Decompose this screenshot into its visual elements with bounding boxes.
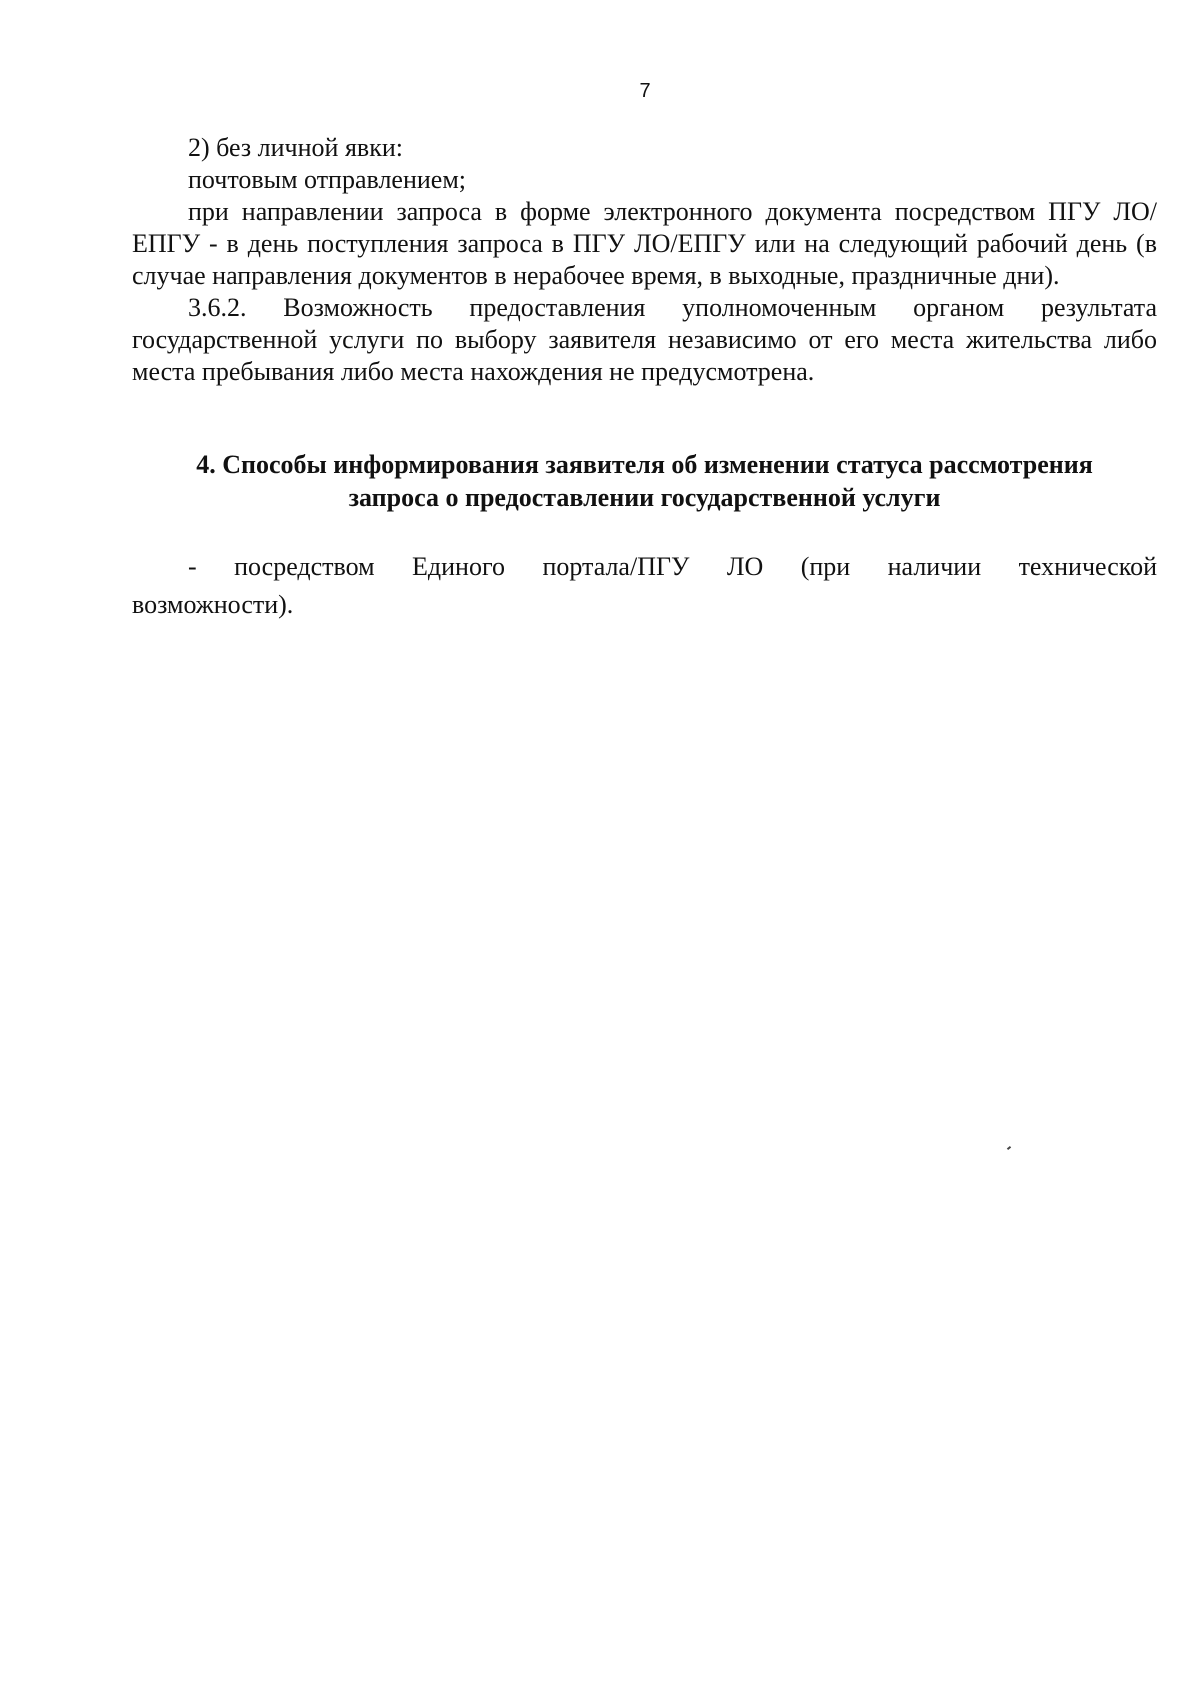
section-4-body bbox=[132, 548, 1157, 624]
section-4-heading-line-1: 4. Способы информирования заявителя об изменении статуса рассмотрения bbox=[196, 450, 1093, 479]
section-4-item: - посредством Единого портала/ПГУ ЛО (при наличии технической возможности). bbox=[132, 552, 1157, 619]
page-number: 7 bbox=[639, 80, 651, 102]
paragraph-postal-delivery: почтовым отправлением; bbox=[188, 165, 467, 194]
document-body bbox=[132, 132, 1157, 388]
paragraph-electronic-request: при направлении запроса в форме электронного документа посредством ПГУ ЛО/ЕПГУ - в день поступления запроса в ПГУ ЛО/ЕПГУ или на следующий рабочий день (в случае направления документов в нерабочее время, в выходные, праздничные дни). bbox=[132, 197, 1157, 290]
scan-artifact bbox=[1007, 1146, 1011, 1150]
section-4-heading bbox=[132, 448, 1157, 514]
section-4-heading-line-2: запроса о предоставлении государственной услуги bbox=[348, 483, 941, 512]
paragraph-3-6-2: 3.6.2. Возможность предоставления уполномоченным органом результата государственной услуги по выбору заявителя независимо от его места жительства либо места пребывания либо места нахождения не предусмотрена. bbox=[132, 293, 1157, 386]
paragraph-without-personal-visit: 2) без личной явки: bbox=[188, 133, 403, 162]
